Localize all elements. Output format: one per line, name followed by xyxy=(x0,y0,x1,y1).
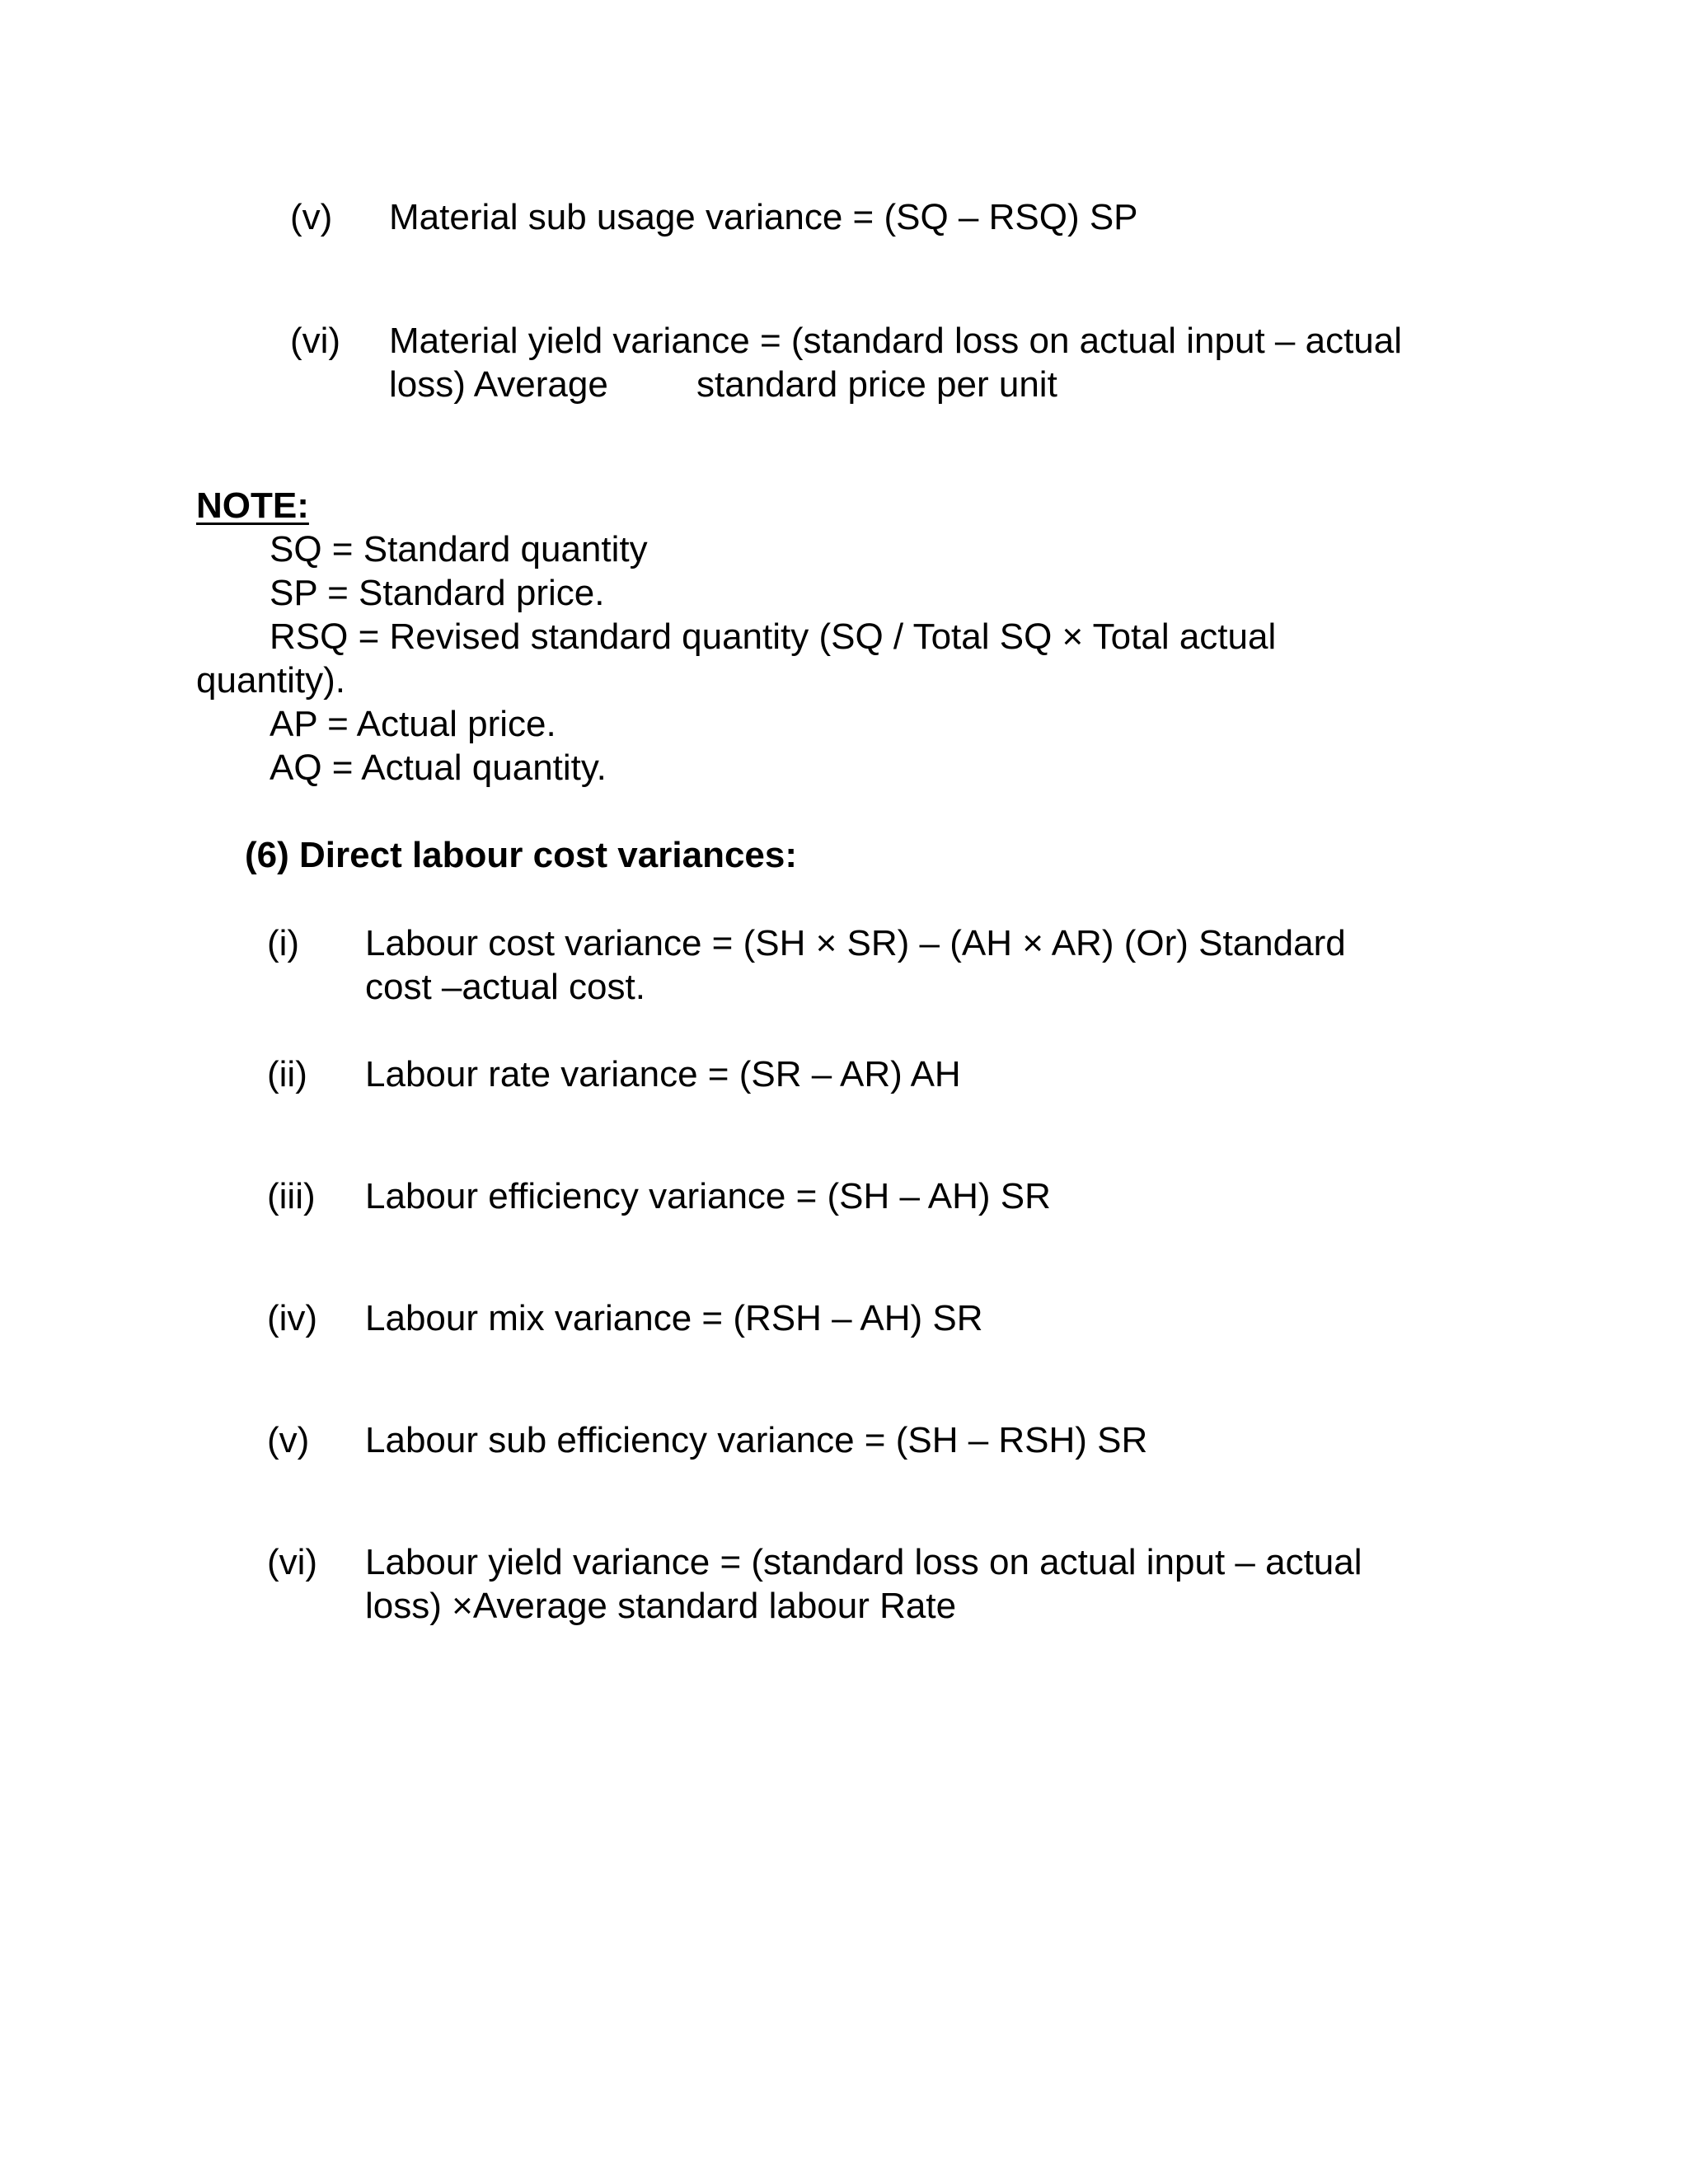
item-text-line-2a: loss) Average xyxy=(389,364,608,405)
item-number: (i) xyxy=(267,923,300,963)
item-text-line-2: loss) ×Average standard labour Rate xyxy=(365,1586,957,1626)
note-line: quantity). xyxy=(196,660,345,701)
item-number: (vi) xyxy=(267,1542,318,1582)
item-text: Labour sub efficiency variance = (SH – RSH) SR xyxy=(365,1420,1148,1460)
item-text: Labour rate variance = (SR – AR) AH xyxy=(365,1054,961,1094)
item-text-line-1: Material yield variance = (standard loss on actual input – actual xyxy=(389,321,1403,361)
item-text: Labour mix variance = (RSH – AH) SR xyxy=(365,1298,983,1338)
item-text-line-2b: standard price per unit xyxy=(696,364,1057,405)
item-number: (v) xyxy=(267,1420,310,1460)
item-text: Material sub usage variance = (SQ – RSQ) SP xyxy=(389,197,1138,237)
item-number: (v) xyxy=(290,197,333,237)
item-number: (ii) xyxy=(267,1054,307,1094)
item-number: (iv) xyxy=(267,1298,318,1338)
item-number: (iii) xyxy=(267,1176,316,1216)
note-heading: NOTE: xyxy=(196,485,309,526)
item-number: (vi) xyxy=(290,321,341,361)
item-text: Labour efficiency variance = (SH – AH) SR xyxy=(365,1176,1051,1216)
section-heading: (6) Direct labour cost variances: xyxy=(245,835,798,875)
note-line: SQ = Standard quantity xyxy=(270,529,648,569)
item-text-line-1: Labour cost variance = (SH × SR) – (AH × AR) (Or) Standard xyxy=(365,923,1346,963)
note-line: AP = Actual price. xyxy=(270,704,556,744)
note-line: RSQ = Revised standard quantity (SQ / Total SQ × Total actual xyxy=(270,616,1277,657)
item-text-line-2: cost –actual cost. xyxy=(365,967,645,1007)
note-line: SP = Standard price. xyxy=(270,573,605,613)
note-line: AQ = Actual quantity. xyxy=(270,748,607,788)
item-text-line-1: Labour yield variance = (standard loss on actual input – actual xyxy=(365,1542,1362,1582)
